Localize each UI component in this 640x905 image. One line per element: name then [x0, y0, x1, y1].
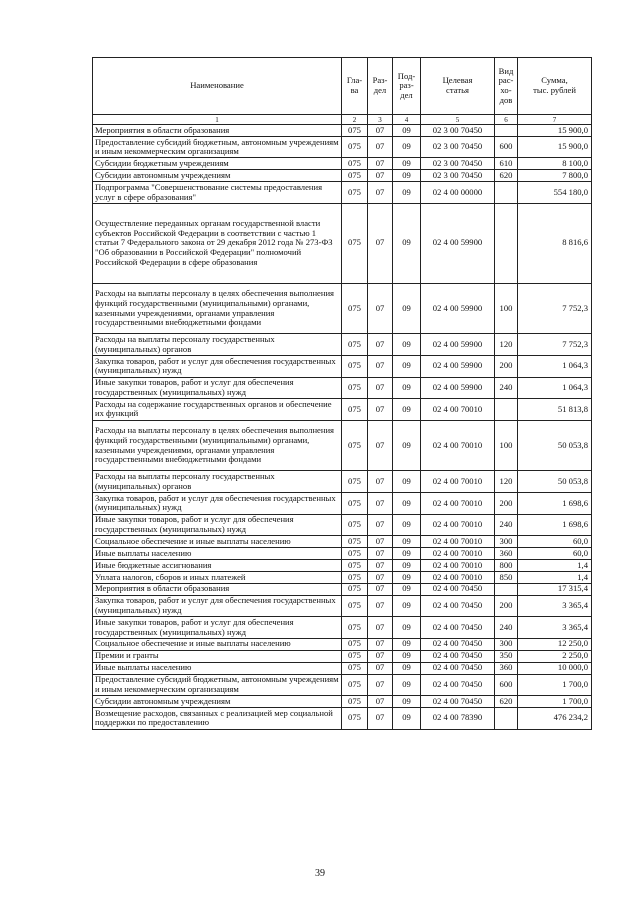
cell-vid: 120 — [495, 334, 518, 356]
table-row — [93, 514, 592, 536]
cell-glava: 075 — [342, 662, 368, 674]
cell-glava: 075 — [342, 548, 368, 560]
cell-podrazdel: 09 — [393, 536, 421, 548]
page-number: 39 — [315, 868, 325, 879]
cell-glava: 075 — [342, 595, 368, 617]
cell-sum: 7 800,0 — [518, 170, 592, 182]
cell-vid: 300 — [495, 536, 518, 548]
cell-sum: 3 365,4 — [518, 595, 592, 617]
cell-razdel: 07 — [368, 420, 393, 471]
cell-glava: 075 — [342, 696, 368, 708]
cell-name: Расходы на выплаты персоналу государственных (муниципальных) органов — [93, 471, 342, 493]
cell-sum: 10 000,0 — [518, 662, 592, 674]
cell-razdel: 07 — [368, 595, 393, 617]
cell-target: 02 4 00 70450 — [421, 595, 495, 617]
cell-vid: 350 — [495, 650, 518, 662]
cell-target: 02 4 00 70450 — [421, 638, 495, 650]
cell-target: 02 4 00 70010 — [421, 399, 495, 421]
cell-vid: 300 — [495, 638, 518, 650]
cell-podrazdel: 09 — [393, 377, 421, 399]
cell-vid: 120 — [495, 471, 518, 493]
cell-podrazdel: 09 — [393, 571, 421, 583]
cell-podrazdel: 09 — [393, 283, 421, 334]
cell-glava: 075 — [342, 355, 368, 377]
table-row — [93, 158, 592, 170]
cell-razdel: 07 — [368, 493, 393, 515]
cell-razdel: 07 — [368, 377, 393, 399]
table-body — [93, 125, 592, 730]
table-row — [93, 662, 592, 674]
cell-sum: 1 700,0 — [518, 696, 592, 708]
cell-target: 02 4 00 70010 — [421, 536, 495, 548]
cell-sum: 51 813,8 — [518, 399, 592, 421]
cell-target: 02 4 00 70010 — [421, 471, 495, 493]
col-number: 1 — [93, 115, 342, 125]
cell-target: 02 4 00 70450 — [421, 583, 495, 595]
table-row — [93, 548, 592, 560]
cell-razdel: 07 — [368, 583, 393, 595]
col-number: 6 — [495, 115, 518, 125]
cell-razdel: 07 — [368, 125, 393, 137]
cell-sum: 15 900,0 — [518, 136, 592, 158]
cell-vid — [495, 399, 518, 421]
cell-glava: 075 — [342, 334, 368, 356]
cell-podrazdel: 09 — [393, 583, 421, 595]
cell-target: 02 4 00 70010 — [421, 559, 495, 571]
cell-name: Субсидии автономным учреждениям — [93, 170, 342, 182]
cell-vid: 240 — [495, 514, 518, 536]
cell-glava: 075 — [342, 170, 368, 182]
cell-sum: 1 698,6 — [518, 514, 592, 536]
cell-glava: 075 — [342, 514, 368, 536]
cell-glava: 075 — [342, 471, 368, 493]
cell-glava: 075 — [342, 571, 368, 583]
cell-name: Закупка товаров, работ и услуг для обеспечения государственных (муниципальных) нужд — [93, 493, 342, 515]
cell-target: 02 4 00 70450 — [421, 674, 495, 696]
cell-glava: 075 — [342, 493, 368, 515]
cell-sum: 476 234,2 — [518, 707, 592, 729]
cell-name: Субсидии бюджетным учреждениям — [93, 158, 342, 170]
cell-glava: 075 — [342, 203, 368, 283]
cell-razdel: 07 — [368, 617, 393, 639]
col-number: 2 — [342, 115, 368, 125]
cell-target: 02 4 00 70010 — [421, 571, 495, 583]
table-row — [93, 420, 592, 471]
cell-podrazdel: 09 — [393, 650, 421, 662]
cell-sum: 17 315,4 — [518, 583, 592, 595]
cell-sum: 3 365,4 — [518, 617, 592, 639]
cell-razdel: 07 — [368, 571, 393, 583]
cell-sum: 15 900,0 — [518, 125, 592, 137]
cell-target: 02 4 00 70450 — [421, 662, 495, 674]
cell-glava: 075 — [342, 158, 368, 170]
cell-razdel: 07 — [368, 158, 393, 170]
cell-podrazdel: 09 — [393, 136, 421, 158]
cell-target: 02 4 00 00000 — [421, 182, 495, 204]
cell-vid: 850 — [495, 571, 518, 583]
header-target: Целевая статья — [421, 58, 495, 115]
cell-glava: 075 — [342, 125, 368, 137]
cell-podrazdel: 09 — [393, 595, 421, 617]
cell-vid: 200 — [495, 595, 518, 617]
cell-podrazdel: 09 — [393, 399, 421, 421]
cell-razdel: 07 — [368, 283, 393, 334]
cell-podrazdel: 09 — [393, 170, 421, 182]
cell-vid — [495, 182, 518, 204]
cell-name: Закупка товаров, работ и услуг для обеспечения государственных (муниципальных) нужд — [93, 595, 342, 617]
cell-name: Иные закупки товаров, работ и услуг для обеспечения государственных (муниципальных) нужд — [93, 514, 342, 536]
cell-vid: 100 — [495, 283, 518, 334]
table-row — [93, 136, 592, 158]
cell-target: 02 3 00 70450 — [421, 125, 495, 137]
cell-name: Закупка товаров, работ и услуг для обеспечения государственных (муниципальных) нужд — [93, 355, 342, 377]
cell-name: Премии и гранты — [93, 650, 342, 662]
table-row — [93, 571, 592, 583]
cell-sum: 1,4 — [518, 571, 592, 583]
cell-glava: 075 — [342, 136, 368, 158]
cell-glava: 075 — [342, 536, 368, 548]
cell-name: Социальное обеспечение и иные выплаты населению — [93, 536, 342, 548]
table-row — [93, 595, 592, 617]
cell-razdel: 07 — [368, 182, 393, 204]
cell-podrazdel: 09 — [393, 158, 421, 170]
table-row — [93, 583, 592, 595]
cell-vid — [495, 583, 518, 595]
cell-name: Предоставление субсидий бюджетным, автономным учреждениям и иным некоммерческим организациям — [93, 136, 342, 158]
cell-target: 02 4 00 59900 — [421, 377, 495, 399]
cell-sum: 554 180,0 — [518, 182, 592, 204]
cell-target: 02 4 00 70450 — [421, 696, 495, 708]
cell-glava: 075 — [342, 283, 368, 334]
table-row — [93, 170, 592, 182]
table-row — [93, 283, 592, 334]
cell-razdel: 07 — [368, 514, 393, 536]
cell-target: 02 4 00 78390 — [421, 707, 495, 729]
cell-sum: 60,0 — [518, 536, 592, 548]
cell-sum: 7 752,3 — [518, 334, 592, 356]
cell-podrazdel: 09 — [393, 334, 421, 356]
column-number-row — [93, 115, 592, 125]
header-glava: Гла- ва — [342, 58, 368, 115]
table-row — [93, 707, 592, 729]
table-row — [93, 471, 592, 493]
cell-sum: 50 053,8 — [518, 471, 592, 493]
cell-razdel: 07 — [368, 471, 393, 493]
cell-target: 02 4 00 70010 — [421, 514, 495, 536]
cell-vid: 620 — [495, 696, 518, 708]
cell-razdel: 07 — [368, 638, 393, 650]
cell-glava: 075 — [342, 674, 368, 696]
table-row — [93, 399, 592, 421]
cell-target: 02 4 00 70010 — [421, 493, 495, 515]
cell-name: Расходы на выплаты персоналу в целях обеспечения выполнения функций государственными (муниципальными) органами, казенными учреждениями, органами управления государственными внебюджетными фондами — [93, 420, 342, 471]
cell-vid: 800 — [495, 559, 518, 571]
cell-vid: 100 — [495, 420, 518, 471]
cell-vid: 240 — [495, 617, 518, 639]
cell-sum: 7 752,3 — [518, 283, 592, 334]
cell-vid: 600 — [495, 136, 518, 158]
cell-target: 02 4 00 59900 — [421, 203, 495, 283]
cell-target: 02 3 00 70450 — [421, 158, 495, 170]
table-row — [93, 650, 592, 662]
cell-vid: 240 — [495, 377, 518, 399]
header-row — [93, 58, 592, 115]
cell-razdel: 07 — [368, 536, 393, 548]
cell-sum: 8 816,6 — [518, 203, 592, 283]
table-row — [93, 377, 592, 399]
cell-vid — [495, 125, 518, 137]
table-row — [93, 203, 592, 283]
col-number: 5 — [421, 115, 495, 125]
cell-target: 02 3 00 70450 — [421, 170, 495, 182]
cell-razdel: 07 — [368, 650, 393, 662]
cell-name: Расходы на выплаты персоналу государственных (муниципальных) органов — [93, 334, 342, 356]
cell-glava: 075 — [342, 617, 368, 639]
cell-glava: 075 — [342, 420, 368, 471]
cell-glava: 075 — [342, 559, 368, 571]
cell-podrazdel: 09 — [393, 638, 421, 650]
cell-razdel: 07 — [368, 170, 393, 182]
cell-glava: 075 — [342, 377, 368, 399]
cell-vid — [495, 707, 518, 729]
cell-podrazdel: 09 — [393, 662, 421, 674]
cell-sum: 1 700,0 — [518, 674, 592, 696]
col-number: 4 — [393, 115, 421, 125]
cell-glava: 075 — [342, 707, 368, 729]
cell-podrazdel: 09 — [393, 707, 421, 729]
cell-glava: 075 — [342, 638, 368, 650]
cell-razdel: 07 — [368, 136, 393, 158]
cell-target: 02 4 00 70450 — [421, 650, 495, 662]
table-row — [93, 355, 592, 377]
cell-podrazdel: 09 — [393, 559, 421, 571]
cell-podrazdel: 09 — [393, 355, 421, 377]
cell-name: Иные бюджетные ассигнования — [93, 559, 342, 571]
cell-sum: 1 064,3 — [518, 377, 592, 399]
budget-table — [92, 57, 592, 730]
cell-sum: 1 064,3 — [518, 355, 592, 377]
col-number: 3 — [368, 115, 393, 125]
cell-podrazdel: 09 — [393, 420, 421, 471]
table-row — [93, 559, 592, 571]
table-row — [93, 638, 592, 650]
cell-vid: 360 — [495, 662, 518, 674]
cell-sum: 8 100,0 — [518, 158, 592, 170]
header-vid: Вид рас- хо- дов — [495, 58, 518, 115]
cell-name: Подпрограмма "Совершенствование системы предоставления услуг в сфере образования" — [93, 182, 342, 204]
cell-podrazdel: 09 — [393, 203, 421, 283]
cell-podrazdel: 09 — [393, 696, 421, 708]
cell-podrazdel: 09 — [393, 493, 421, 515]
cell-target: 02 4 00 70450 — [421, 617, 495, 639]
cell-name: Иные выплаты населению — [93, 548, 342, 560]
cell-glava: 075 — [342, 583, 368, 595]
cell-name: Субсидии автономным учреждениям — [93, 696, 342, 708]
cell-name: Расходы на содержание государственных органов и обеспечение их функций — [93, 399, 342, 421]
cell-target: 02 3 00 70450 — [421, 136, 495, 158]
cell-podrazdel: 09 — [393, 125, 421, 137]
cell-glava: 075 — [342, 650, 368, 662]
cell-name: Социальное обеспечение и иные выплаты населению — [93, 638, 342, 650]
cell-name: Предоставление субсидий бюджетным, автономным учреждениям и иным некоммерческим организациям — [93, 674, 342, 696]
cell-podrazdel: 09 — [393, 617, 421, 639]
header-razdel: Раз- дел — [368, 58, 393, 115]
cell-razdel: 07 — [368, 203, 393, 283]
table-row — [93, 182, 592, 204]
cell-podrazdel: 09 — [393, 548, 421, 560]
cell-podrazdel: 09 — [393, 674, 421, 696]
cell-podrazdel: 09 — [393, 471, 421, 493]
cell-razdel: 07 — [368, 399, 393, 421]
col-number: 7 — [518, 115, 592, 125]
cell-vid: 600 — [495, 674, 518, 696]
cell-razdel: 07 — [368, 674, 393, 696]
cell-name: Уплата налогов, сборов и иных платежей — [93, 571, 342, 583]
cell-name: Иные выплаты населению — [93, 662, 342, 674]
cell-vid — [495, 203, 518, 283]
cell-name: Мероприятия в области образования — [93, 125, 342, 137]
cell-razdel: 07 — [368, 334, 393, 356]
table-row — [93, 617, 592, 639]
cell-name: Иные закупки товаров, работ и услуг для обеспечения государственных (муниципальных) нужд — [93, 377, 342, 399]
table-row — [93, 536, 592, 548]
cell-name: Мероприятия в области образования — [93, 583, 342, 595]
cell-podrazdel: 09 — [393, 514, 421, 536]
cell-razdel: 07 — [368, 559, 393, 571]
cell-name: Возмещение расходов, связанных с реализацией мер социальной поддержки по предоставлению — [93, 707, 342, 729]
cell-vid: 360 — [495, 548, 518, 560]
header-name: Наименование — [93, 58, 342, 115]
cell-razdel: 07 — [368, 355, 393, 377]
cell-target: 02 4 00 59900 — [421, 355, 495, 377]
header-sum: Сумма, тыс. рублей — [518, 58, 592, 115]
cell-glava: 075 — [342, 399, 368, 421]
cell-vid: 200 — [495, 493, 518, 515]
cell-name: Расходы на выплаты персоналу в целях обеспечения выполнения функций государственными (муниципальными) органами, казенными учреждениями, органами управления государственными внебюджетными фондами — [93, 283, 342, 334]
table-row — [93, 674, 592, 696]
cell-razdel: 07 — [368, 548, 393, 560]
cell-razdel: 07 — [368, 696, 393, 708]
table-row — [93, 334, 592, 356]
cell-target: 02 4 00 70010 — [421, 420, 495, 471]
cell-sum: 2 250,0 — [518, 650, 592, 662]
cell-glava: 075 — [342, 182, 368, 204]
cell-vid: 610 — [495, 158, 518, 170]
cell-target: 02 4 00 70010 — [421, 548, 495, 560]
cell-vid: 620 — [495, 170, 518, 182]
cell-sum: 60,0 — [518, 548, 592, 560]
cell-sum: 50 053,8 — [518, 420, 592, 471]
header-podrazdel: Под- раз- дел — [393, 58, 421, 115]
cell-sum: 1 698,6 — [518, 493, 592, 515]
cell-target: 02 4 00 59900 — [421, 283, 495, 334]
cell-razdel: 07 — [368, 662, 393, 674]
cell-podrazdel: 09 — [393, 182, 421, 204]
cell-razdel: 07 — [368, 707, 393, 729]
table-row — [93, 696, 592, 708]
table-row — [93, 493, 592, 515]
cell-sum: 12 250,0 — [518, 638, 592, 650]
cell-name: Иные закупки товаров, работ и услуг для обеспечения государственных (муниципальных) нужд — [93, 617, 342, 639]
cell-vid: 200 — [495, 355, 518, 377]
table-row — [93, 125, 592, 137]
budget-page — [92, 57, 591, 730]
cell-sum: 1,4 — [518, 559, 592, 571]
cell-name: Осуществление переданных органам государственной власти субъектов Российской Федерации в соответствии с частью 1 статьи 7 Федерального закона от 29 декабря 2012 года № 273-ФЗ "Об образовании в Российской Федерации" полномочий Российской Федерации в сфере образования — [93, 203, 342, 283]
cell-target: 02 4 00 59900 — [421, 334, 495, 356]
